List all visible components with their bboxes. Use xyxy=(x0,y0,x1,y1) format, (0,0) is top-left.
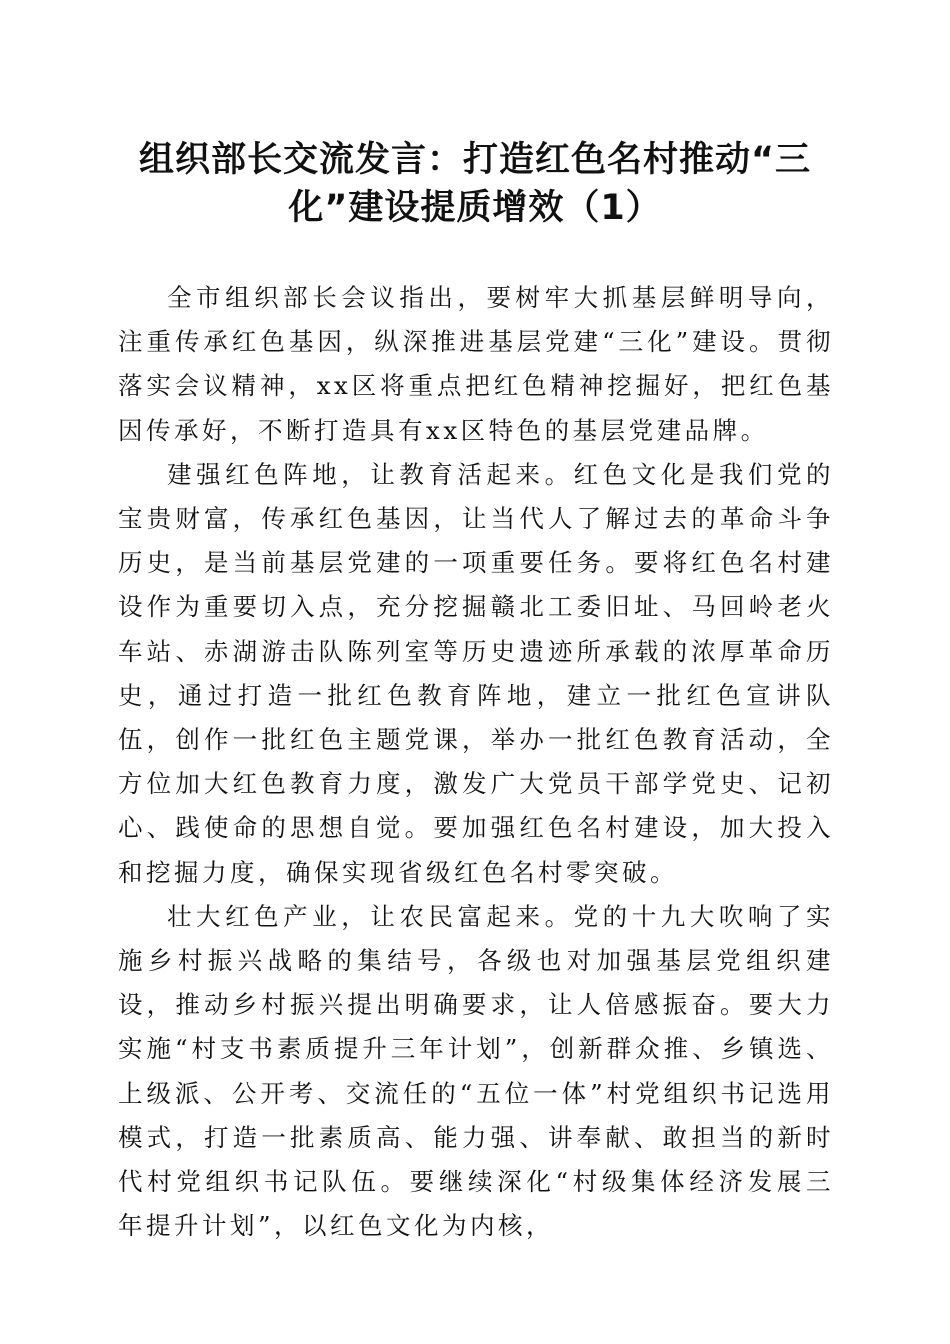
document-title xyxy=(110,136,840,232)
paragraph-intro: 全市组织部长会议指出，要树牢大抓基层鲜明导向，注重传承红色基因，纵深推进基层党建“三化”建设。贯彻落实会议精神，xx区将重点把红色精神挖掘好，把红色基因传承好，不断打造具有xx区特色的基层党建品牌。 xyxy=(118,283,834,445)
title-line-2: 化”建设提质增效（1） xyxy=(288,188,662,228)
title-line-1: 组织部长交流发言：打造红色名村推动“三 xyxy=(138,140,811,180)
paragraph-red-positions: 建强红色阵地，让教育活起来。红色文化是我们党的宝贵财富，传承红色基因，让当代人了解过去的革命斗争历史，是当前基层党建的一项重要任务。要将红色名村建设作为重要切入点，充分挖掘赣北工委旧址、马回岭老火车站、赤湖游击队陈列室等历史遗迹所承载的浓厚革命历史，通过打造一批红色教育阵地，建立一批红色宣讲队伍，创作一批红色主题党课，举办一批红色教育活动，全方位加大红色教育力度，激发广大党员干部学党史、记初心、践使命的思想自觉。要加强红色名村建设，加大投入和挖掘力度，确保实现省级红色名村零突破。 xyxy=(118,459,834,887)
paragraph-red-industry: 壮大红色产业，让农民富起来。党的十九大吹响了实施乡村振兴战略的集结号，各级也对加强基层党组织建设，推动乡村振兴提出明确要求，让人倍感振奋。要大力实施“村支书素质提升三年计划”，创新群众推、乡镇选、上级派、公开考、交流任的“五位一体”村党组织书记选用模式，打造一批素质高、能力强、讲奉献、敢担当的新时代村党组织书记队伍。要继续深化“村级集体经济发展三年提升计划”，以红色文化为内核， xyxy=(118,901,834,1241)
document-body xyxy=(118,276,834,1248)
